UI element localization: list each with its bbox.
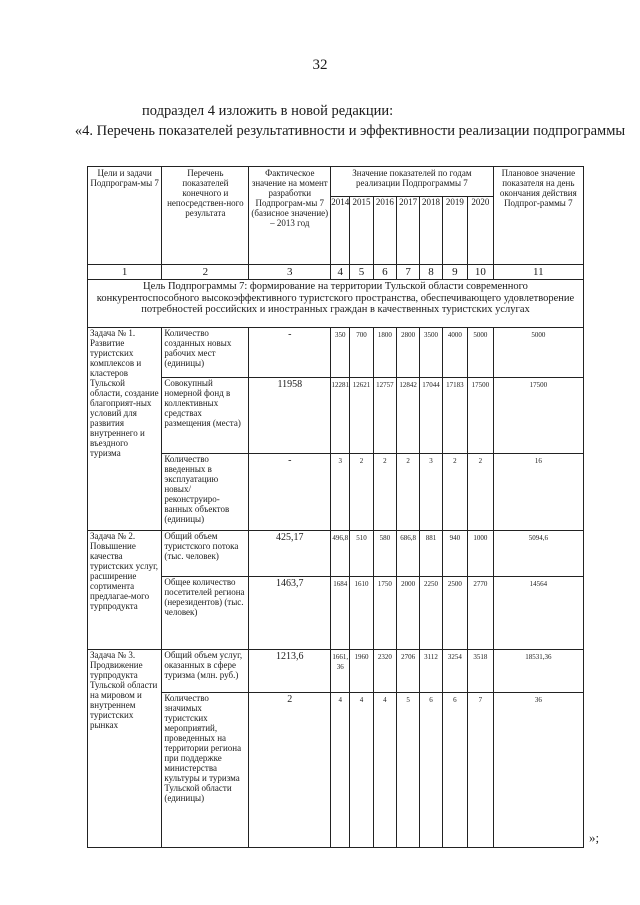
header-indicators: Перечень показателей конечного и непосредствен-ного результата [162,167,249,265]
table-row [88,650,584,693]
indicator-cell: Количество значимых туристских мероприятий, проведенных на территории региона при поддержке министерства культуры и туризма Тульской области (единицы) [162,693,249,848]
table-row [88,328,584,378]
header-year: 2016 [373,197,396,265]
value-cell: 12621 [350,378,373,454]
table-row [88,577,584,650]
plan-value-cell: 16 [493,454,583,531]
header-year: 2018 [420,197,442,265]
table-row [88,454,584,531]
header-plan-value: Плановое значение показателя на день окончания действия Подпрог-раммы 7 [493,167,583,265]
value-cell: 496,8 [331,531,350,577]
value-cell: 3 [420,454,442,531]
value-cell: 350 [331,328,350,378]
value-cell: 4 [331,693,350,848]
page-number: 32 [312,57,328,73]
value-cell: 2250 [420,577,442,650]
value-cell: 3518 [468,650,494,693]
value-cell: 686,8 [397,531,420,577]
value-cell: 2 [397,454,420,531]
indicator-cell: Количество введенных в эксплуатацию новых/ реконструиро-ванных объектов (единицы) [162,454,249,531]
column-number: 2 [162,265,249,280]
value-cell: 2770 [468,577,494,650]
value-cell: 2 [373,454,396,531]
header-years-group: Значение показателей по годам реализации Подпрограммы 7 [331,167,493,197]
base-value-cell: - [249,328,331,378]
value-cell: 5 [397,693,420,848]
value-cell: 5000 [468,328,494,378]
value-cell: 4 [373,693,396,848]
column-number: 6 [373,265,396,280]
value-cell: 700 [350,328,373,378]
task-1-cell: Задача № 1. Развитие туристских комплексов и кластеров Тульской области, создание благоприят-ных условий для развития внутреннего и въездного туризма [88,328,162,531]
header-year: 2014 [331,197,350,265]
closing-quote: »; [589,830,600,845]
header-year: 2017 [397,197,420,265]
value-cell: 1661,36 [331,650,350,693]
value-cell: 2800 [397,328,420,378]
column-number: 1 [88,265,162,280]
indicator-cell: Общее количество посетителей региона (нерезидентов) (тыс. человек) [162,577,249,650]
value-cell: 881 [420,531,442,577]
plan-value-cell: 18531,36 [493,650,583,693]
task-3-cell: Задача № 3. Продвижение турпродукта Тульской области на мировом и внутреннем туристских рынках [88,650,162,848]
header-year: 2015 [350,197,373,265]
value-cell: 4 [350,693,373,848]
base-value-cell: 11958 [249,378,331,454]
indicator-cell: Общий объем услуг, оказанных в сфере туризма (млн. руб.) [162,650,249,693]
column-number: 4 [331,265,350,280]
value-cell: 3254 [442,650,467,693]
plan-value-cell: 17500 [493,378,583,454]
value-cell: 1800 [373,328,396,378]
value-cell: 2 [468,454,494,531]
base-value-cell: 2 [249,693,331,848]
value-cell: 17183 [442,378,467,454]
indicator-cell: Общий объем туристского потока (тыс. человек) [162,531,249,577]
indicator-cell: Совокупный номерной фонд в коллективных средствах размещения (места) [162,378,249,454]
value-cell: 1684 [331,577,350,650]
column-number: 3 [249,265,331,280]
base-value-cell: - [249,454,331,531]
value-cell: 2320 [373,650,396,693]
indicator-cell: Количество созданных новых рабочих мест (единицы) [162,328,249,378]
intro-text: подраздел 4 изложить в новой редакции: [142,103,394,119]
value-cell: 17044 [420,378,442,454]
value-cell: 2 [442,454,467,531]
value-cell: 2706 [397,650,420,693]
table-row [88,531,584,577]
value-cell: 2500 [442,577,467,650]
value-cell: 1750 [373,577,396,650]
value-cell: 1960 [350,650,373,693]
table-row [88,378,584,454]
value-cell: 12757 [373,378,396,454]
column-number: 8 [420,265,442,280]
value-cell: 6 [420,693,442,848]
value-cell: 12281 [331,378,350,454]
base-value-cell: 425,17 [249,531,331,577]
column-number: 10 [468,265,494,280]
value-cell: 940 [442,531,467,577]
value-cell: 3112 [420,650,442,693]
goal-row: Цель Подпрограммы 7: формирование на территории Тульской области современного конкурентоспособного высокоэффективного туристского пространства, обеспечивающего удовлетворение потребностей российских и иностранных граждан в качественных туристских услугах [88,280,584,328]
column-number: 11 [493,265,583,280]
header-year: 2020 [468,197,494,265]
value-cell: 580 [373,531,396,577]
column-number: 5 [350,265,373,280]
plan-value-cell: 5000 [493,328,583,378]
value-cell: 3 [331,454,350,531]
column-numbers-row [88,265,584,280]
header-base-value: Фактическое значение на момент разработки Подпрограм-мы 7 (базисное значение) – 2013 год [249,167,331,265]
plan-value-cell: 14564 [493,577,583,650]
task-2-cell: Задача № 2. Повышение качества туристских услуг, расширение сортимента предлагае-мого турпродукта [88,531,162,650]
value-cell: 2 [350,454,373,531]
plan-value-cell: 5094,6 [493,531,583,577]
value-cell: 1000 [468,531,494,577]
value-cell: 17500 [468,378,494,454]
header-goals: Цели и задачи Подпрограм-мы 7 [88,167,162,265]
plan-value-cell: 36 [493,693,583,848]
value-cell: 6 [442,693,467,848]
header-year: 2019 [442,197,467,265]
value-cell: 1610 [350,577,373,650]
base-value-cell: 1463,7 [249,577,331,650]
section-title: «4. Перечень показателей результативности и эффективности реализации подпрограммы [74,123,626,139]
column-number: 7 [397,265,420,280]
table-row [88,693,584,848]
column-number: 9 [442,265,467,280]
value-cell: 4000 [442,328,467,378]
value-cell: 3500 [420,328,442,378]
base-value-cell: 1213,6 [249,650,331,693]
value-cell: 2000 [397,577,420,650]
value-cell: 12842 [397,378,420,454]
indicators-table [87,166,584,848]
value-cell: 510 [350,531,373,577]
value-cell: 7 [468,693,494,848]
